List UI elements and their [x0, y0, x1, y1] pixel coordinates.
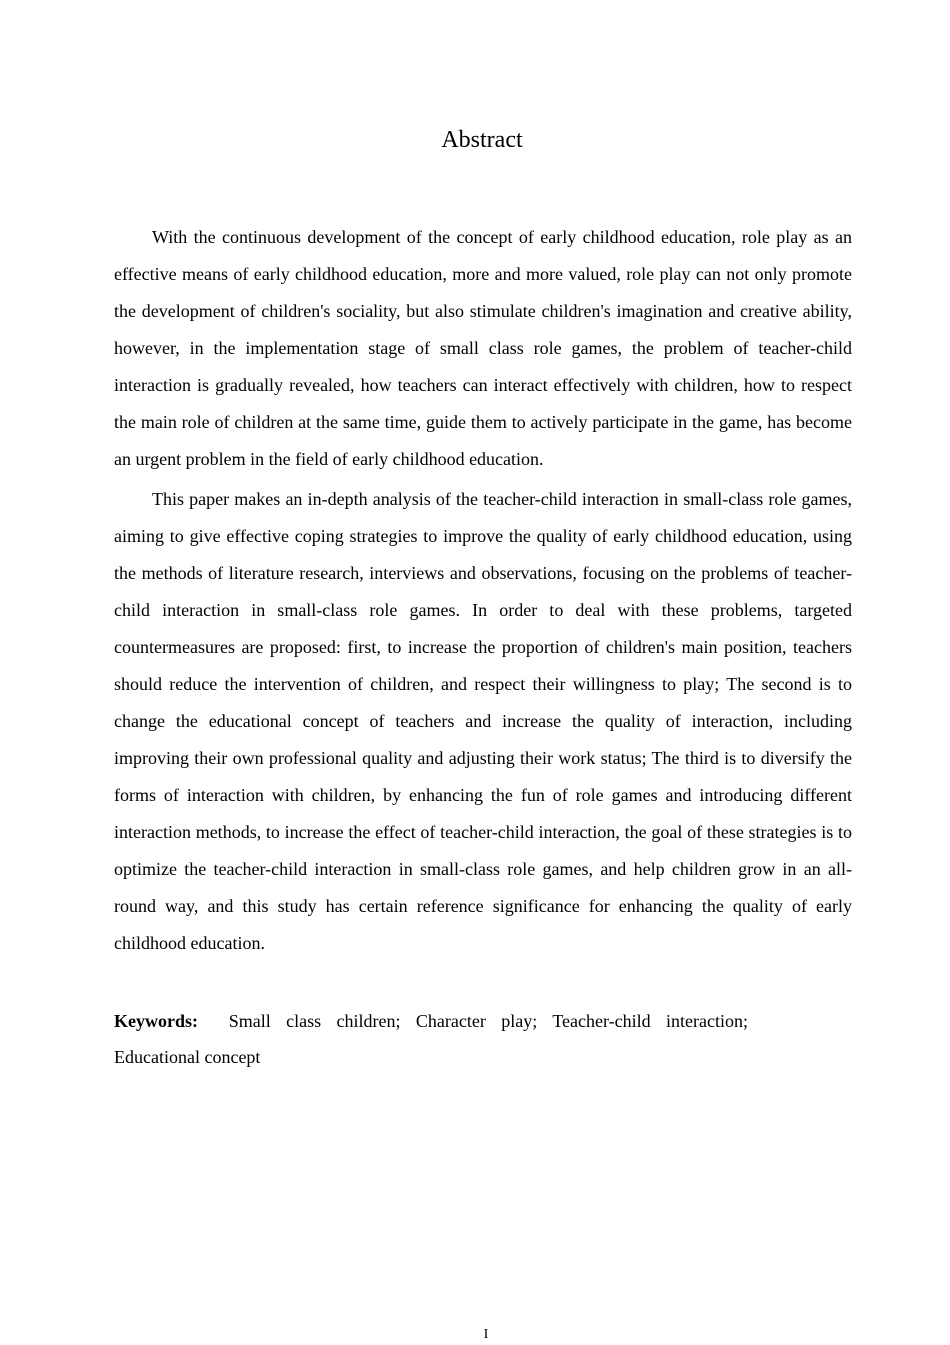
page-number: I — [483, 1327, 489, 1342]
keywords-label: Keywords: — [114, 1011, 198, 1031]
abstract-paragraph-1: With the continuous development of the concept of early childhood education, role play as an effective means of early childhood education, more and more valued, role play can not only promote the development of children's sociality, but also stimulate children's imagination and creative ability, however, in the implementation stage of small class role games, the problem of teacher-child interaction is gradually revealed, how teachers can interact effectively with children, how to respect the main role of children at the same time, guide them to actively participate in the game, has become an urgent problem in the field of early childhood education. — [114, 227, 852, 469]
keywords-line — [114, 1003, 748, 1075]
abstract-title: Abstract — [441, 127, 523, 153]
abstract-body — [114, 219, 852, 965]
abstract-paragraph-2: This paper makes an in-depth analysis of the teacher-child interaction in small-class role games, aiming to give effective coping strategies to improve the quality of early childhood education, using the methods of literature research, interviews and observations, focusing on the problems of teacher-child interaction in small-class role games. In order to deal with these problems, targeted countermeasures are proposed: first, to increase the proportion of children's main position, teachers should reduce the intervention of children, and respect their willingness to play; The second is to change the educational concept of teachers and increase the quality of interaction, including improving their own professional quality and adjusting their work status; The third is to diversify the forms of interaction with children, by enhancing the fun of role games and introducing different interaction methods, to increase the effect of teacher-child interaction, the goal of these strategies is to optimize the teacher-child interaction in small-class role games, and help children grow in an all-round way, and this study has certain reference significance for enhancing the quality of early childhood education. — [114, 489, 852, 953]
keywords-list: Small class children; Character play; Teacher-child interaction; Educational concept — [114, 1011, 748, 1067]
